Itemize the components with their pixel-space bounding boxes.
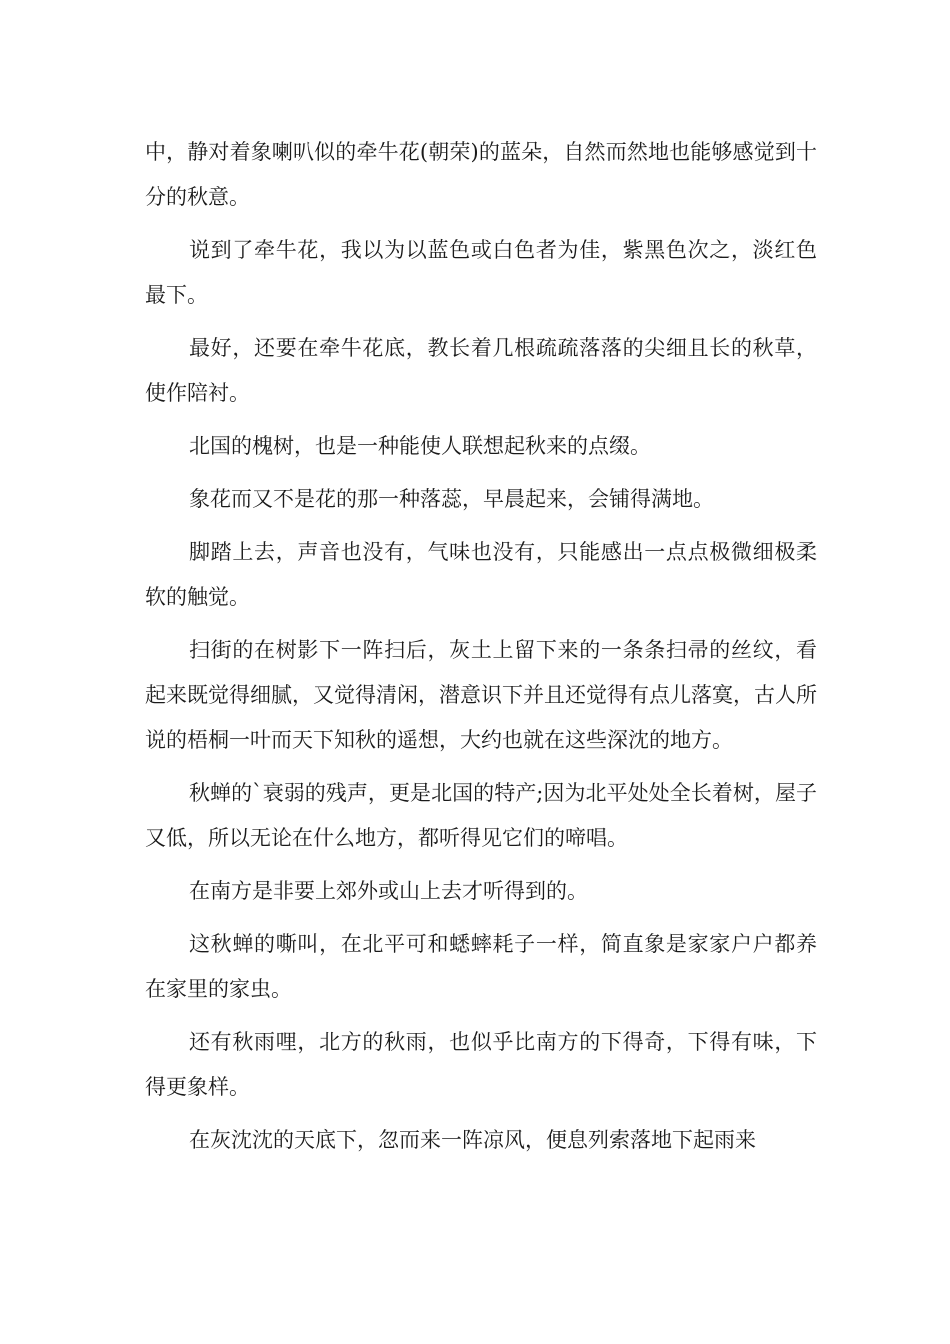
paragraph: 还有秋雨哩，北方的秋雨，也似乎比南方的下得奇，下得有味，下得更象样。 (145, 1030, 817, 1099)
paragraph: 这秋蝉的嘶叫，在北平可和蟋蟀耗子一样，简直象是家家户户都养在家里的家虫。 (145, 932, 817, 1001)
paragraph: 北国的槐树，也是一种能使人联想起秋来的点缀。 (189, 434, 651, 458)
paragraph: 中，静对着象喇叭似的牵牛花(朝荣)的蓝朵，自然而然地也能够感觉到十分的秋意。 (145, 140, 817, 209)
paragraph: 扫街的在树影下一阵扫后，灰土上留下来的一条条扫帚的丝纹，看起来既觉得细腻，又觉得清闲，潜意识下并且还觉得有点儿落寞，古人所说的梧桐一叶而天下知秋的遥想，大约也就在这些深沈的地方。 (145, 638, 817, 752)
paragraph: 秋蝉的`衰弱的残声，更是北国的特产;因为北平处处全长着树，屋子又低，所以无论在什么地方，都听得见它们的啼唱。 (145, 781, 817, 850)
paragraph: 在南方是非要上郊外或山上去才听得到的。 (189, 879, 588, 903)
paragraph: 说到了牵牛花，我以为以蓝色或白色者为佳，紫黑色次之，淡红色最下。 (145, 238, 817, 307)
paragraph: 脚踏上去，声音也没有，气味也没有，只能感出一点点极微细极柔软的触觉。 (145, 540, 817, 609)
paragraph: 最好，还要在牵牛花底，教长着几根疏疏落落的尖细且长的秋草，使作陪衬。 (145, 336, 817, 405)
document-body (145, 130, 817, 1171)
paragraph: 在灰沈沈的天底下，忽而来一阵凉风，便息列索落地下起雨来 (189, 1128, 756, 1152)
paragraph: 象花而又不是花的那一种落蕊，早晨起来，会铺得满地。 (189, 487, 714, 511)
